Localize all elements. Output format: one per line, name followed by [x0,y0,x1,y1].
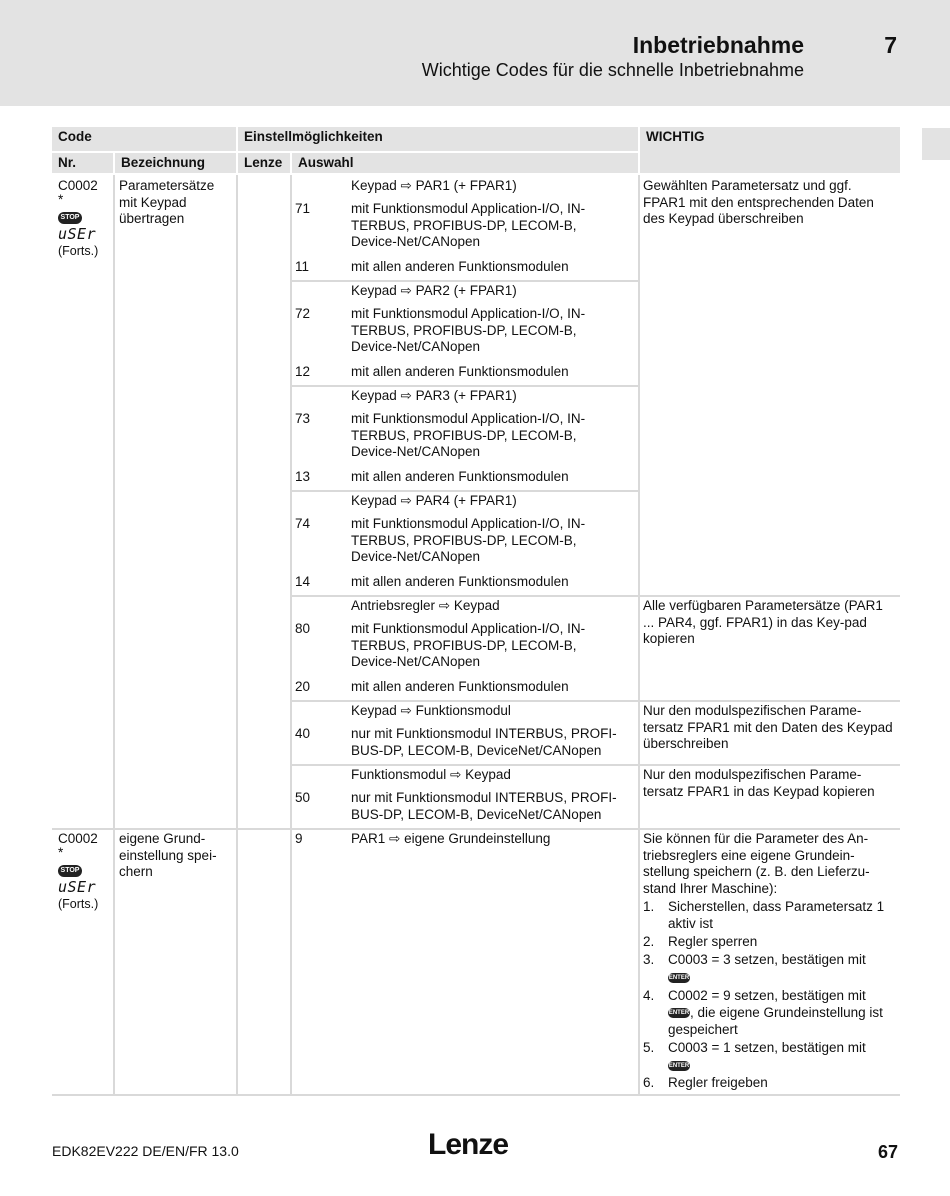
enter-icon-wrap [668,1058,690,1075]
step-number: 2. [643,934,655,949]
grid-line [290,385,638,387]
code-number: C0002 [58,831,98,846]
enter-icon: ENTER [668,1010,690,1017]
option-value: 80 [295,621,311,636]
grid-line [290,280,638,282]
option-text: mit allen anderen Funktionsmodulen [351,679,569,694]
grid-line [290,175,292,1096]
continued-label: (Forts.) [58,897,99,911]
step-number: 5. [643,1040,655,1055]
designation-cell: eigene Grund-einstellung spei-chern [119,831,217,879]
header-band [0,0,950,106]
code-cell [58,178,112,260]
stop-icon: STOP [58,212,82,224]
option-text: mit Funktionsmodul Application-I/O, IN-TERBUS, PROFIBUS-DP, LECOM-B, Device-Net/CANopen [351,306,586,354]
option-value: 73 [295,411,311,426]
option-value: 9 [295,831,303,846]
enter-icon: ENTER [668,975,690,982]
step-number: 1. [643,899,655,914]
option-text: mit allen anderen Funktionsmodulen [351,469,569,484]
step-number: 3. [643,952,655,967]
step-number: 6. [643,1075,655,1090]
note-text: Gewählten Parametersatz und ggf. FPAR1 mit den entsprechenden Daten des Keypad überschreiben [643,178,874,226]
option-value: 74 [295,516,311,531]
grid-line [236,175,238,1096]
side-tab-marker [922,128,950,160]
option-value: 11 [295,259,310,274]
note-text: Alle verfügbaren Parametersätze (PAR1 ... PAR4, ggf. FPAR1) in das Key-pad kopieren [643,598,883,646]
option-text: nur mit Funktionsmodul INTERBUS, PROFI-BUS-DP, LECOM-B, DeviceNet/CANopen [351,790,617,822]
header-code: Code [52,127,236,151]
option-text: mit allen anderen Funktionsmodulen [351,574,569,589]
step-text: C0002 = 9 setzen, bestätigen mit [668,988,866,1003]
option-text: mit Funktionsmodul Application-I/O, IN-TERBUS, PROFIBUS-DP, LECOM-B, Device-Net/CANopen [351,411,586,459]
group-title: Keypad ⇨ PAR4 (+ FPAR1) [351,493,517,508]
code-cell [58,831,112,913]
page-subtitle: Wichtige Codes für die schnelle Inbetriebnahme [421,60,804,80]
lenze-logo: Lenze [428,1128,509,1161]
chapter-number: 7 [884,32,897,58]
header-settings: Einstellmöglichkeiten [238,127,638,151]
option-text: mit Funktionsmodul Application-I/O, IN-TERBUS, PROFIBUS-DP, LECOM-B, Device-Net/CANopen [351,516,586,564]
step-text: Regler freigeben [668,1075,768,1090]
step-continuation [668,1005,896,1038]
group-title: Keypad ⇨ PAR2 (+ FPAR1) [351,283,517,298]
group-title: Keypad ⇨ PAR3 (+ FPAR1) [351,388,517,403]
grid-line [290,700,900,702]
continued-label: (Forts.) [58,244,99,258]
option-value: 71 [295,201,311,216]
code-star: * [58,844,64,860]
note-text: Nur den modulspezifischen Parame-tersatz FPAR1 in das Keypad kopieren [643,767,875,799]
grid-line [113,175,115,1096]
step-text: C0003 = 3 setzen, bestätigen mit [668,952,866,967]
stop-icon: STOP [58,865,82,877]
option-value: 72 [295,306,311,321]
group-title: Funktionsmodul ⇨ Keypad [351,767,511,782]
grid-line [290,490,638,492]
step-text: Regler sperren [668,934,758,949]
enter-icon-wrap [668,970,690,987]
group-title: Keypad ⇨ PAR1 (+ FPAR1) [351,178,517,193]
step-number: 4. [643,988,655,1003]
page-number: 67 [877,1142,898,1162]
header-important: WICHTIG [640,127,900,173]
option-value: 20 [295,679,311,694]
option-value: 12 [295,364,311,379]
header-nr: Nr. [52,153,113,173]
user-display-icon: uSEr [58,877,97,896]
header-selection: Auswahl [292,153,638,173]
step-text: C0003 = 1 setzen, bestätigen mit [668,1040,866,1055]
document-code: EDK82EV222 DE/EN/FR 13.0 [52,1143,239,1159]
option-text: PAR1 ⇨ eigene Grundeinstellung [351,831,551,846]
group-title: Keypad ⇨ Funktionsmodul [351,703,511,718]
note-text: Nur den modulspezifischen Parame-tersatz FPAR1 mit den Daten des Keypad überschreiben [643,703,893,751]
header-designation: Bezeichnung [115,153,236,173]
step-text: Sicherstellen, dass Parametersatz 1 aktiv ist [668,899,885,931]
header-lenze: Lenze [238,153,290,173]
code-number: C0002 [58,178,98,193]
designation-cell: Parametersätze mit Keypad übertragen [119,178,215,226]
option-text: mit Funktionsmodul Application-I/O, IN-TERBUS, PROFIBUS-DP, LECOM-B, Device-Net/CANopen [351,621,586,669]
user-display-icon: uSEr [58,224,97,243]
enter-icon: ENTER [668,1063,690,1070]
code-star: * [58,191,64,207]
option-value: 50 [295,790,311,805]
group-title: Antriebsregler ⇨ Keypad [351,598,500,613]
note-intro: Sie können für die Parameter des An-triebsreglers eine eigene Grundein-stellung speichern (z. B. den Lieferzu-stand Ihrer Maschine): [643,831,870,896]
grid-line [290,595,900,597]
option-text: mit allen anderen Funktionsmodulen [351,259,569,274]
option-value: 14 [295,574,311,589]
option-value: 40 [295,726,311,741]
page-title: Inbetriebnahme [632,32,804,58]
step-tail: , die eigene Grundeinstellung ist gespeichert [668,1005,883,1037]
grid-line [638,175,640,1096]
grid-line [52,828,900,830]
option-value: 13 [295,469,311,484]
code-table [52,127,900,1096]
option-text: mit allen anderen Funktionsmodulen [351,364,569,379]
grid-line [52,1094,900,1096]
option-text: nur mit Funktionsmodul INTERBUS, PROFI-BUS-DP, LECOM-B, DeviceNet/CANopen [351,726,617,758]
grid-line [290,764,900,766]
option-text: mit Funktionsmodul Application-I/O, IN-TERBUS, PROFIBUS-DP, LECOM-B, Device-Net/CANopen [351,201,586,249]
